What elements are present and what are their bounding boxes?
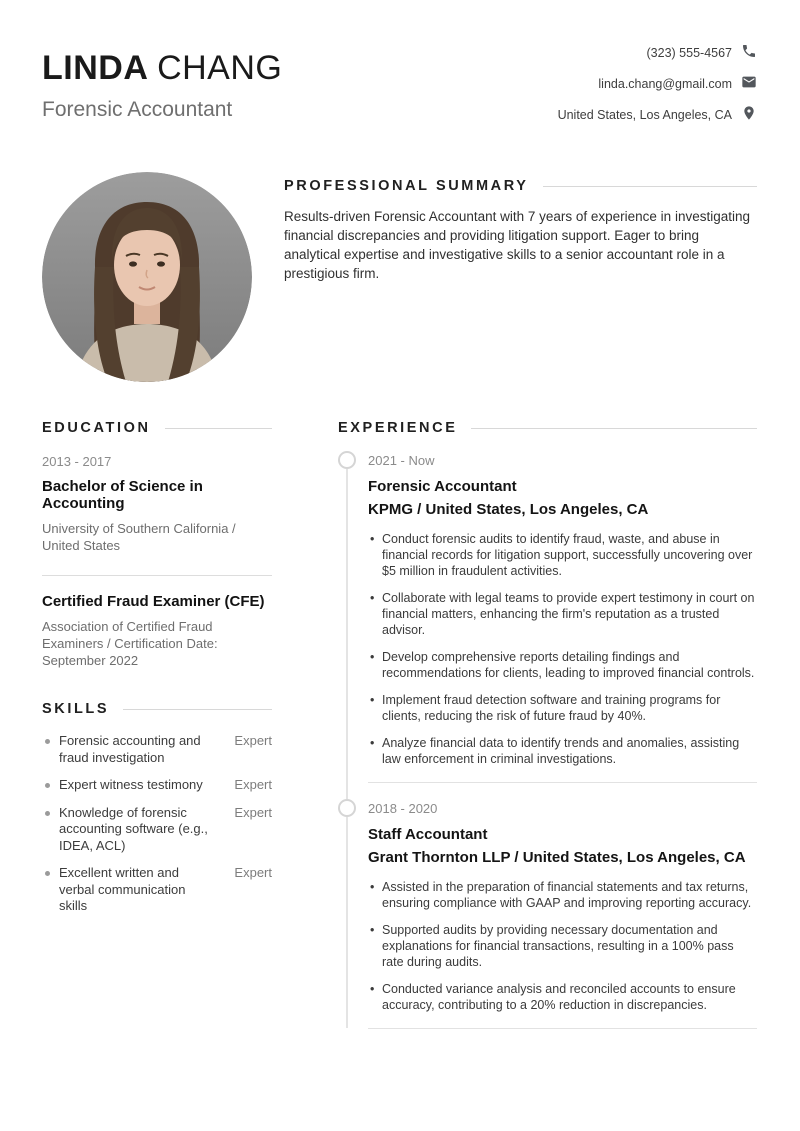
skill-item xyxy=(42,733,272,766)
contact-info xyxy=(558,40,757,136)
experience-bullet: • Analyze financial data to identify trends and anomalies, assisting law enforcement in criminal investigations. xyxy=(382,735,757,767)
experience-bullet: • Collaborate with legal teams to provide expert testimony in court on financial matters, enhancing the firm's reputation as a trusted advisor. xyxy=(382,590,757,638)
skills-heading-row xyxy=(42,701,272,717)
experience-item xyxy=(338,451,757,767)
experience-bullet: • Implement fraud detection software and training programs for clients, reducing the risk of future fraud by 40%. xyxy=(382,692,757,724)
experience-bullet: • Supported audits by providing necessary documentation and explanations for financial transactions, resulting in a 100% pass rate during audits. xyxy=(382,922,757,970)
location-icon xyxy=(741,105,757,124)
skill-name: Excellent written and verbal communication skills xyxy=(59,865,186,913)
education-item xyxy=(42,454,272,554)
education-heading: EDUCATION xyxy=(42,420,151,436)
heading-rule xyxy=(165,428,272,429)
education-item xyxy=(42,593,272,669)
phone-icon xyxy=(741,43,757,62)
experience-bullet: • Conducted variance analysis and reconciled accounts to ensure accuracy, contributing to a 20% reduction in discrepancies. xyxy=(382,981,757,1013)
skill-level: Expert xyxy=(234,733,272,748)
experience-job-title: Forensic Accountant xyxy=(368,478,517,495)
bullet-dot-icon xyxy=(45,739,50,744)
education-institution: University of Southern California / United States xyxy=(42,521,236,553)
last-name: CHANG xyxy=(157,49,283,87)
profile-photo xyxy=(42,172,252,382)
bullet-dot-icon xyxy=(45,783,50,788)
education-section xyxy=(42,420,272,669)
summary-heading: PROFESSIONAL SUMMARY xyxy=(284,178,529,194)
experience-section xyxy=(338,420,757,1029)
experience-bullet-list xyxy=(368,879,757,1013)
skill-item xyxy=(42,777,272,794)
skills-section xyxy=(42,701,272,915)
experience-bullet-list xyxy=(368,531,757,767)
divider xyxy=(42,575,272,576)
education-dates: 2013 - 2017 xyxy=(42,454,112,469)
contact-phone xyxy=(647,43,757,62)
identity-block xyxy=(42,40,282,136)
candidate-name xyxy=(42,50,282,87)
summary-section xyxy=(284,178,757,382)
experience-bullet: • Conduct forensic audits to identify fraud, waste, and abuse in financial records for litigation support, successfully uncovering over $5 million in fraudulent activities. xyxy=(382,531,757,579)
skill-name: Expert witness testimony xyxy=(59,777,203,792)
mail-icon xyxy=(741,74,757,93)
skill-level: Expert xyxy=(234,865,272,880)
experience-job-title: Staff Accountant xyxy=(368,826,488,843)
portrait-illustration xyxy=(42,172,252,382)
timeline-dot-icon xyxy=(338,451,356,469)
experience-timeline xyxy=(338,451,757,1029)
experience-heading: EXPERIENCE xyxy=(338,420,458,436)
skill-item xyxy=(42,805,272,855)
first-name: LINDA xyxy=(42,49,148,87)
right-column xyxy=(338,420,757,1045)
experience-company: KPMG / United States, Los Angeles, CA xyxy=(368,501,649,518)
heading-rule xyxy=(543,186,757,187)
experience-bullet: • Assisted in the preparation of financial statements and tax returns, ensuring compliance with GAAP and improving reporting accuracy. xyxy=(382,879,757,911)
skills-heading: SKILLS xyxy=(42,701,110,717)
education-degree: Certified Fraud Examiner (CFE) xyxy=(42,593,265,610)
skill-name: Knowledge of forensic accounting software (e.g., IDEA, ACL) xyxy=(59,804,208,853)
location-text: United States, Los Angeles, CA xyxy=(557,107,732,122)
divider xyxy=(368,782,757,783)
heading-rule xyxy=(471,428,757,429)
top-row xyxy=(0,172,800,382)
heading-rule xyxy=(123,709,272,710)
resume-header xyxy=(0,0,800,136)
skill-level: Expert xyxy=(234,777,272,792)
experience-dates: 2018 - 2020 xyxy=(368,801,438,816)
timeline-dot-icon xyxy=(338,799,356,817)
left-column xyxy=(42,420,272,1045)
experience-heading-row xyxy=(338,420,757,436)
email-address: linda.chang@gmail.com xyxy=(598,76,732,91)
experience-company: Grant Thornton LLP / United States, Los Angeles, CA xyxy=(368,849,746,866)
summary-heading-row xyxy=(284,178,757,194)
bullet-dot-icon xyxy=(45,871,50,876)
main-columns xyxy=(0,420,800,1045)
summary-text: Results-driven Forensic Accountant with 7 years of experience in investigating financial discrepancies and providing litigation support. Eager to bring analytical expertise and investigative skills to a senior accountant role in a prestigious firm. xyxy=(284,209,750,281)
skill-name: Forensic accounting and fraud investigation xyxy=(59,733,201,765)
phone-number: (323) 555-4567 xyxy=(646,45,732,60)
experience-dates: 2021 - Now xyxy=(368,453,435,468)
skills-list xyxy=(42,733,272,915)
experience-item xyxy=(338,799,757,1013)
education-institution: Association of Certified Fraud Examiners / Certification Date: September 2022 xyxy=(42,619,218,668)
job-title: Forensic Accountant xyxy=(42,98,233,122)
education-degree: Bachelor of Science in Accounting xyxy=(42,478,203,512)
experience-bullet: • Develop comprehensive reports detailing findings and recommendations for clients, leading to improved financial controls. xyxy=(382,649,757,681)
contact-email xyxy=(598,74,757,93)
contact-location xyxy=(558,105,757,124)
skill-level: Expert xyxy=(234,804,272,820)
skill-item xyxy=(42,865,272,915)
education-heading-row xyxy=(42,420,272,436)
bullet-dot-icon xyxy=(45,811,50,816)
divider xyxy=(368,1028,757,1029)
